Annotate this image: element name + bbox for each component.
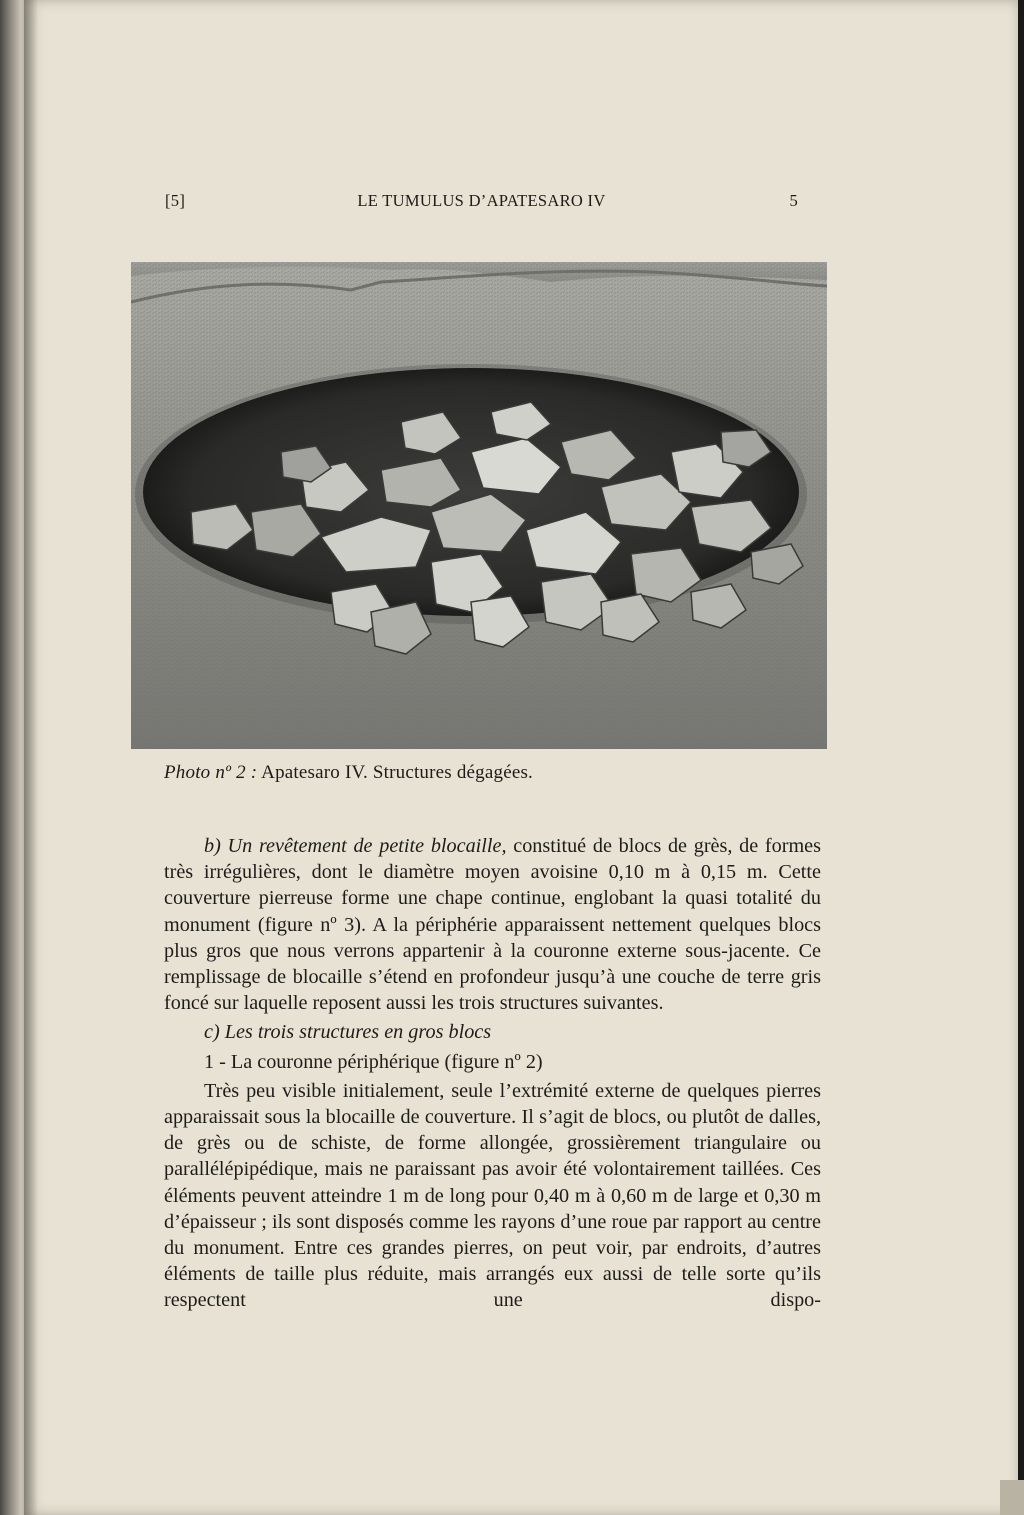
page-reference: [5] — [165, 191, 186, 210]
tumulus-photo — [131, 262, 827, 749]
running-header — [165, 191, 798, 215]
section-c-heading: c) Les trois structures en gros blocs — [204, 1021, 492, 1044]
caption-text: Apatesaro IV. Structures dégagées. — [261, 762, 534, 783]
subsection-1-heading: 1 - La couronne périphérique (figure nº 2) — [204, 1050, 543, 1073]
running-title: LE TUMULUS D’APATESARO IV — [357, 191, 606, 210]
photo-caption — [164, 762, 804, 784]
subsection-1-text: Très peu visible initialement, seule l’extrémité externe de quelques pierres apparaissait sous la blocaille de couverture. Il s’agit de blocs, ou plutôt de dalles, de grès ou de schiste, de forme allongée, grossièrement triangulaire ou parallélépipédique, mais ne paraissant pas avoir été volontairement taillées. Ces éléments peuvent atteindre 1 m de long pour 0,40 m à 0,60 m de large et 0,30 m d’épaisseur ; ils sont disposés comme les rayons d’une roue par rapport au centre du monument. Entre ces grandes pierres, on peut voir, par endroits, d’autres éléments de taille plus réduite, mais arrangés eux aussi de telle sorte qu’ils respectent une dispo- — [164, 1079, 821, 1312]
spine-shadow — [24, 0, 38, 1515]
caption-label: Photo nº 2 : — [164, 762, 258, 783]
section-b-heading: b) Un revêtement de petite blocaille, — [204, 835, 507, 857]
page-corner-edge — [1000, 1480, 1024, 1515]
article-body — [164, 833, 821, 1314]
section-b-text: constitué de blocs de grès, de formes très irrégulières, dont le diamètre moyen avoisine 0,10 m à 0,15 m. Cette couverture pierreuse forme une chape continue, englobant la quasi totalité du monument (figure nº 3). A la périphérie apparaissent nettement quelques blocs plus gros que nous verrons appartenir à la couronne externe sous-jacente. Ce remplissage de blocaille s’étend en profondeur jusqu’à une couche de terre gris foncé sur laquelle reposent aussi les trois structures suivantes. — [164, 835, 821, 1015]
page-number: 5 — [789, 191, 798, 210]
paragraph-b — [164, 833, 821, 1016]
archaeological-photo-icon — [131, 262, 827, 749]
adjacent-page-edge — [0, 0, 26, 1515]
